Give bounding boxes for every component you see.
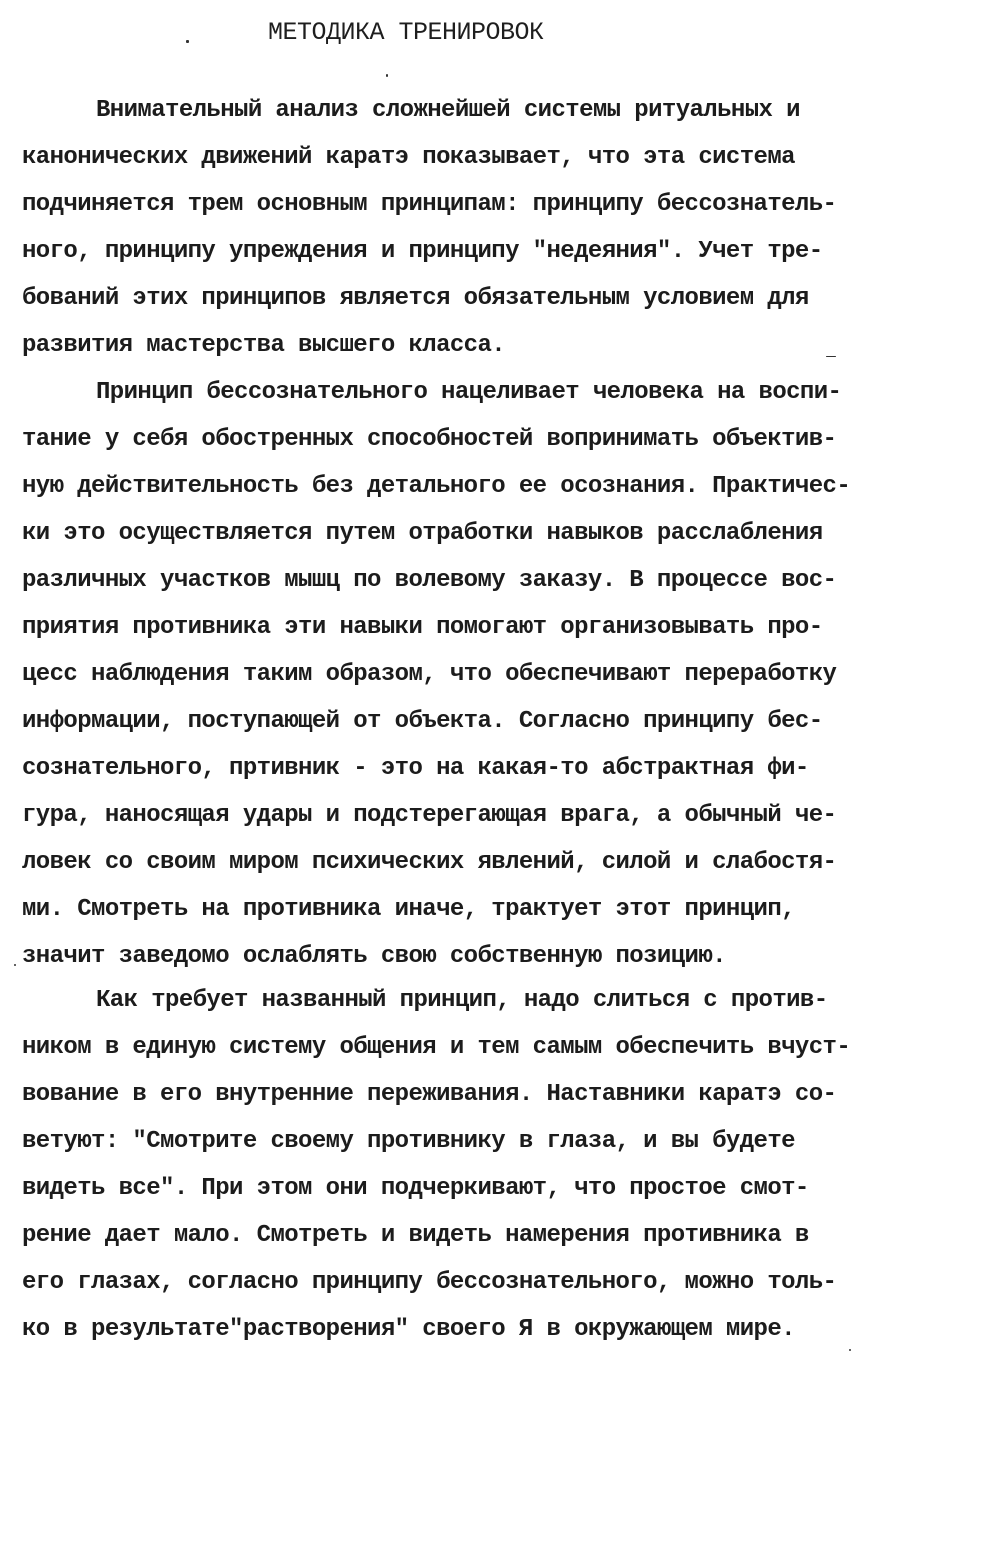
text-line: подчиняется трем основным принципам: принципу бессознатель- (22, 191, 837, 218)
text-line: его глазах, согласно принципу бессознательного, можно толь- (22, 1269, 837, 1296)
text-line: ко в результате"растворения" своего Я в окружающем мире. (22, 1316, 795, 1343)
scan-speck (14, 964, 16, 966)
text-line: гура, наносящая удары и подстерегающая врага, а обычный че- (22, 802, 837, 829)
text-line: различных участков мышц по волевому заказу. В процессе вос- (22, 567, 837, 594)
text-line: сознательного, пртивник - это на какая-то абстрактная фи- (22, 755, 809, 782)
text-line: канонических движений каратэ показывает, что эта система (22, 144, 795, 171)
text-line: тание у себя обостренных способностей вопринимать объектив- (22, 426, 837, 453)
text-line: приятия противника эти навыки помогают организовывать про- (22, 614, 823, 641)
text-line: видеть все". При этом они подчеркивают, что простое смот- (22, 1175, 809, 1202)
scan-speck (826, 356, 836, 357)
text-line: цесс наблюдения таким образом, что обеспечивают переработку (22, 661, 837, 688)
text-line: развития мастерства высшего класса. (22, 332, 506, 359)
text-line: ную действительность без детального ее осознания. Практичес- (22, 473, 851, 500)
text-line: информации, поступающей от объекта. Согласно принципу бес- (22, 708, 823, 735)
text-line: ловек со своим миром психических явлений, силой и слабостя- (22, 849, 837, 876)
text-line: значит заведомо ослаблять свою собственную позицию. (22, 943, 726, 970)
scan-speck (386, 74, 388, 77)
scan-speck (849, 1349, 851, 1351)
text-line: рение дает мало. Смотреть и видеть намерения противника в (22, 1222, 809, 1249)
scan-speck (186, 40, 189, 43)
text-line: Принцип бессознательного нацеливает человека на воспи- (96, 379, 842, 406)
text-line: Как требует названный принцип, надо слиться с против- (96, 987, 828, 1014)
text-line: ветуют: "Смотрите своему противнику в глаза, и вы будете (22, 1128, 795, 1155)
text-line: бований этих принципов является обязательным условием для (22, 285, 809, 312)
text-line: ки это осуществляется путем отработки навыков расслабления (22, 520, 823, 547)
text-line: ми. Смотреть на противника иначе, трактует этот принцип, (22, 896, 795, 923)
text-line: ником в единую систему общения и тем самым обеспечить вчуст- (22, 1034, 851, 1061)
text-line: вование в его внутренние переживания. Наставники каратэ со- (22, 1081, 837, 1108)
text-line: ного, принципу упреждения и принципу "недеяния". Учет тре- (22, 238, 823, 265)
text-line: Внимательный анализ сложнейшей системы ритуальных и (96, 97, 800, 124)
page-title: МЕТОДИКА ТРЕНИРОВОК (268, 18, 544, 47)
